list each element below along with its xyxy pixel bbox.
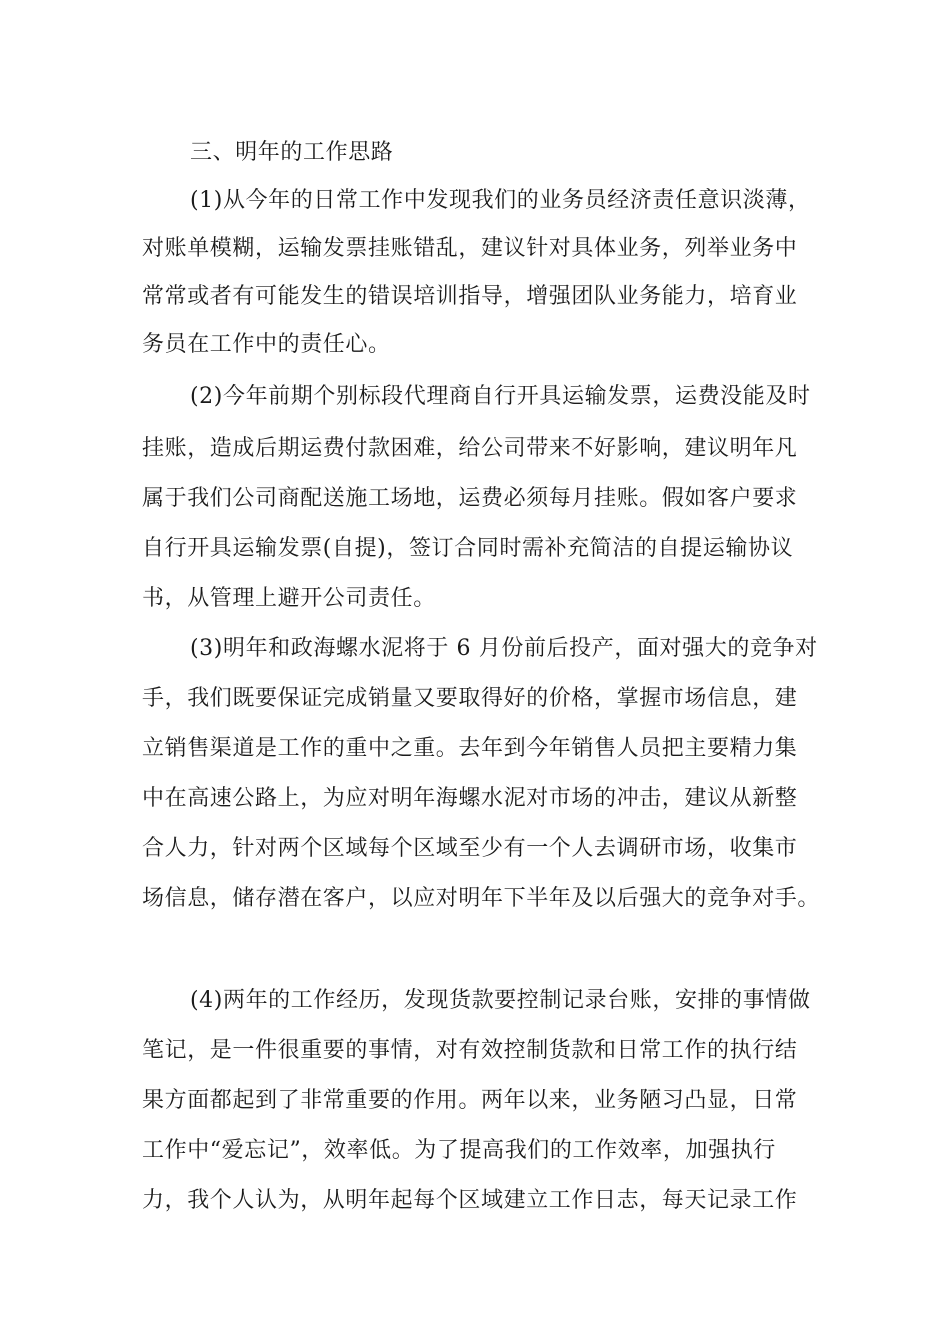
paragraph-1-line-4: 务员在工作中的责任心。 (142, 332, 391, 357)
paragraph-3-line-1: (3)明年和政海螺水泥将于 6 月份前后投产，面对强大的竞争对 (190, 636, 818, 661)
paragraph-4-line-4: 工作中“爱忘记”，效率低。为了提高我们的工作效率，加强执行 (142, 1138, 776, 1163)
paragraph-4-line-2: 笔记，是一件很重要的事情，对有效控制货款和日常工作的执行结 (142, 1038, 798, 1063)
paragraph-1-line-3: 常常或者有可能发生的错误培训指导，增强团队业务能力，培育业 (142, 284, 798, 309)
paragraph-3-line-2: 手，我们既要保证完成销量又要取得好的价格，掌握市场信息，建 (142, 686, 798, 711)
paragraph-4-line-1: (4)两年的工作经历，发现货款要控制记录台账，安排的事情做 (190, 988, 811, 1013)
paragraph-1-line-2: 对账单模糊，运输发票挂账错乱，建议针对具体业务，列举业务中 (142, 236, 798, 261)
paragraph-3-line-3: 立销售渠道是工作的重中之重。去年到今年销售人员把主要精力集 (142, 736, 798, 761)
paragraph-2-line-5: 书，从管理上避开公司责任。 (142, 586, 436, 611)
paragraph-2-line-2: 挂账，造成后期运费付款困难，给公司带来不好影响，建议明年凡 (142, 436, 798, 461)
paragraph-4-line-5: 力，我个人认为，从明年起每个区域建立工作日志，每天记录工作 (142, 1188, 798, 1213)
paragraph-2-line-4: 自行开具运输发票(自提)，签订合同时需补充简洁的自提运输协议 (142, 536, 794, 561)
paragraph-2-line-1: (2)今年前期个别标段代理商自行开具运输发票，运费没能及时 (190, 384, 811, 409)
paragraph-3-line-4: 中在高速公路上，为应对明年海螺水泥对市场的冲击，建议从新整 (142, 786, 798, 811)
paragraph-2-line-3: 属于我们公司商配送施工场地，运费必须每月挂账。假如客户要求 (142, 486, 798, 511)
paragraph-3-line-5: 合人力，针对两个区域每个区域至少有一个人去调研市场，收集市 (142, 836, 798, 861)
section-heading: 三、明年的工作思路 (190, 140, 394, 165)
paragraph-1-line-1: (1)从今年的日常工作中发现我们的业务员经济责任意识淡薄， (190, 188, 811, 213)
paragraph-4-line-3: 果方面都起到了非常重要的作用。两年以来，业务陋习凸显，日常 (142, 1088, 798, 1113)
paragraph-3-line-6: 场信息，储存潜在客户，以应对明年下半年及以后强大的竞争对手。 (142, 886, 821, 911)
